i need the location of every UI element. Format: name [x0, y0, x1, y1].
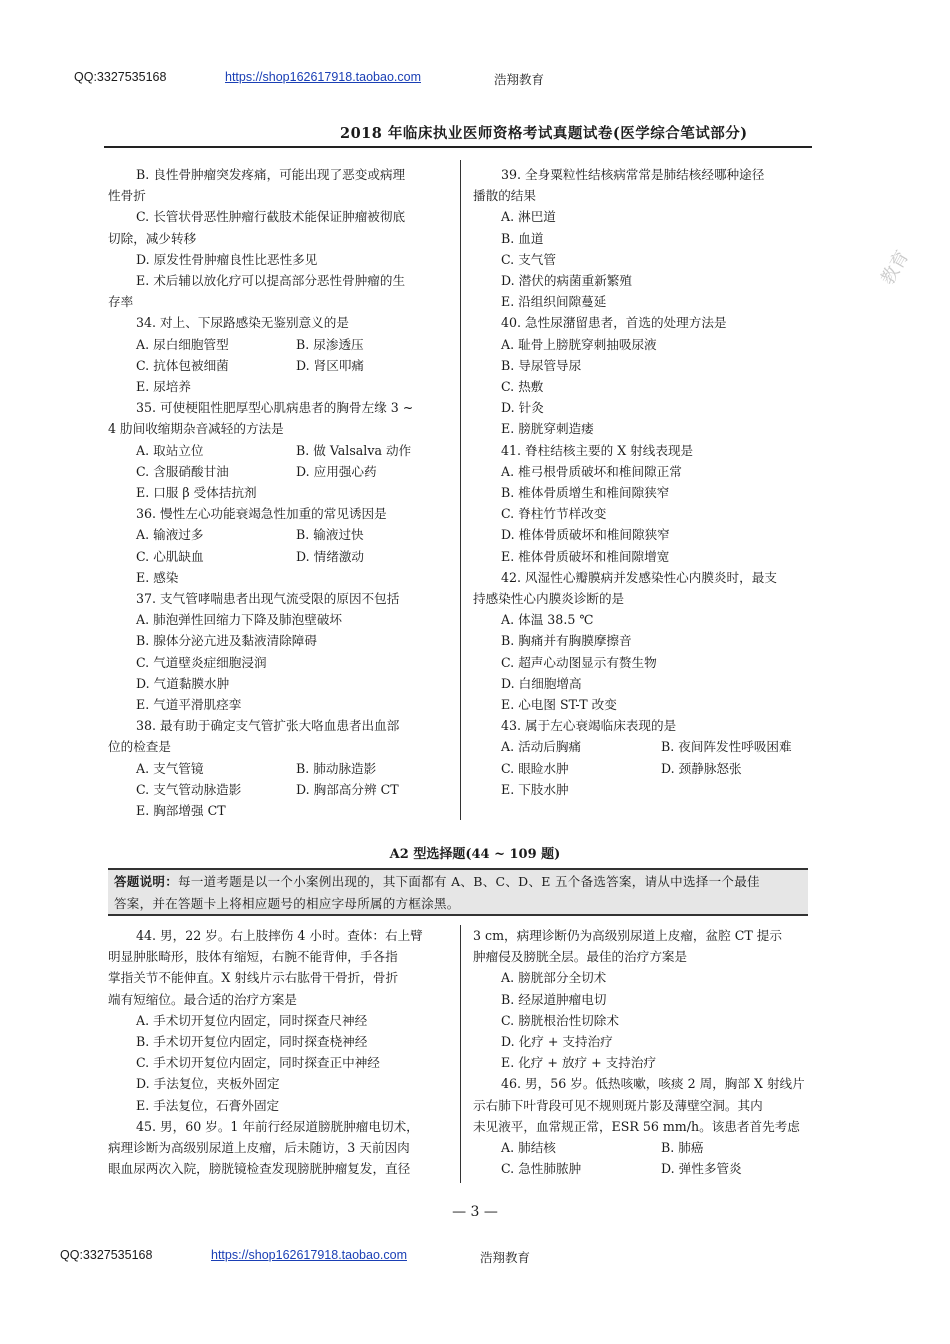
option: A. 体温 38.5 ℃: [501, 612, 594, 628]
text-line: C. 长管状骨恶性肿瘤行截肢术能保证肿瘤被彻底: [136, 209, 406, 225]
option: A. 取站立位: [136, 442, 204, 458]
option: E. 气道平滑肌痉挛: [136, 697, 242, 713]
option: B. 输液过快: [296, 527, 364, 543]
text-line: 3 cm，病理诊断仍为高级别尿道上皮瘤，盆腔 CT 提示: [473, 928, 782, 943]
option: C. 急性肺脓肿: [501, 1161, 582, 1177]
text-line: 肿瘤侵及膀胱全层。最佳的治疗方案是: [473, 949, 688, 965]
question-35: 35. 可使梗阻性肥厚型心肌病患者的胸骨左缘 3 ~: [136, 400, 414, 416]
option: A. 膀胱部分全切术: [501, 970, 607, 986]
option: E. 膀胱穿刺造瘘: [501, 421, 594, 437]
option: B. 肺动脉造影: [296, 760, 377, 776]
option: C. 抗体包被细菌: [136, 357, 229, 373]
header-qq: QQ:3327535168: [74, 70, 167, 84]
option-row: [108, 546, 413, 567]
option: D. 弹性多管炎: [661, 1161, 742, 1177]
option-row: [108, 334, 413, 355]
option: C. 支气管: [501, 251, 556, 267]
text-line: 切除，减少转移: [108, 230, 197, 246]
text-line: 性骨折: [108, 188, 146, 204]
option-row: [108, 440, 413, 461]
option: C. 膀胱根治性切除术: [501, 1012, 619, 1028]
instruction-box: [108, 868, 808, 916]
option: A. 肺结核: [501, 1140, 556, 1156]
option: D. 肾区叩痛: [296, 357, 365, 373]
question-44: 44. 男，22 岁。右上肢摔伤 4 小时。查体：右上臂: [136, 928, 423, 943]
question-37: 37. 支气管哮喘患者出现气流受限的原因不包括: [136, 591, 400, 607]
option: C. 眼睑水肿: [501, 760, 569, 776]
option: E. 尿培养: [136, 379, 191, 395]
option: B. 导尿管导尿: [501, 357, 582, 373]
instruction-label: 答题说明：: [114, 874, 179, 889]
option: B. 血道: [501, 230, 544, 246]
option-row: [108, 461, 413, 482]
header-shop-link[interactable]: https://shop162617918.taobao.com: [225, 70, 421, 84]
option: C. 支气管动脉造影: [136, 781, 242, 797]
option: E. 胸部增强 CT: [136, 803, 226, 819]
question-46: 46. 男，56 岁。低热咳嗽，咳痰 2 周，胸部 X 射线片: [501, 1076, 805, 1092]
text-line: B. 良性骨肿瘤突发疼痛，可能出现了恶变或病理: [136, 167, 406, 182]
option: E. 感染: [136, 569, 179, 585]
right-column: [473, 164, 792, 800]
page-number: — 3 —: [452, 1204, 498, 1220]
text-line: 明显肿胀畸形，肢体有缩短，右腕不能背伸，手各指: [108, 949, 398, 965]
option: B. 经尿道肿瘤电切: [501, 991, 607, 1007]
option: D. 气道黏膜水肿: [136, 675, 230, 691]
option: E. 心电图 ST-T 改变: [501, 697, 617, 713]
text-line: 示右肺下叶背段可见不规则斑片影及薄壁空洞。其内: [473, 1097, 763, 1113]
option: E. 沿组织间隙蔓延: [501, 294, 607, 310]
option: A. 椎弓根骨质破坏和椎间隙正常: [501, 463, 682, 479]
text-line: 掌指关节不能伸直。X 射线片示右肱骨干骨折，骨折: [108, 970, 399, 986]
option: C. 超声心动图显示有赘生物: [501, 654, 657, 670]
text-line: 病理诊断为高级别尿道上皮瘤，后未随访，3 天前因肉: [108, 1140, 410, 1156]
question-45: 45. 男，60 岁。1 年前行经尿道膀胱肿瘤电切术，: [136, 1118, 419, 1134]
question-38: 38. 最有助于确定支气管扩张大咯血患者出血部: [136, 718, 400, 734]
bottom-right-column: [473, 925, 805, 1179]
option: C. 脊柱竹节样改变: [501, 506, 607, 522]
title-rule: [104, 146, 812, 148]
text-line: 端有短缩位。最合适的治疗方案是: [108, 991, 297, 1007]
text-line: 未见液平，血常规正常，ESR 56 mm/h。该患者首先考虑: [473, 1118, 800, 1134]
option: A. 淋巴道: [501, 209, 556, 225]
footer-brand: 浩翔教育: [480, 1251, 531, 1265]
option: E. 椎体骨质破坏和椎间隙增宽: [501, 548, 670, 564]
option: D. 潜伏的病菌重新繁殖: [501, 273, 632, 289]
option: D. 情绪激动: [296, 548, 365, 564]
option-row: [473, 1158, 805, 1179]
option: A. 尿白细胞管型: [136, 336, 229, 352]
option: B. 肺癌: [661, 1140, 704, 1156]
text-line: E. 术后辅以放化疗可以提高部分恶性骨肿瘤的生: [136, 273, 406, 289]
page-header: [0, 70, 950, 90]
option: B. 做 Valsalva 动作: [296, 442, 412, 458]
option: D. 化疗 + 支持治疗: [501, 1034, 613, 1050]
option: D. 针灸: [501, 400, 544, 416]
left-column: [108, 164, 413, 821]
option: E. 口服 β 受体拮抗剂: [136, 485, 257, 501]
question-42: 42. 风湿性心瓣膜病并发感染性心内膜炎时，最支: [501, 569, 777, 585]
option: B. 尿渗透压: [296, 336, 364, 352]
option: C. 手术切开复位内固定，同时探查正中神经: [136, 1055, 380, 1071]
text-line: 播散的结果: [473, 188, 536, 204]
option-row: [108, 758, 413, 779]
question-34: 34. 对上、下尿路感染无鉴别意义的是: [136, 315, 349, 331]
option-row: [108, 524, 413, 545]
text-line: 眼血尿两次入院，膀胱镜检查发现膀胱肿瘤复发，直径: [108, 1161, 411, 1177]
instruction-text: 每一道考题是以一个小案例出现的，其下面都有 A、B、C、D、E 五个备选答案，请从中选择一个最佳: [178, 874, 760, 889]
text-line: 4 肋间收缩期杂音减轻的方法是: [108, 421, 284, 437]
option: A. 耻骨上膀胱穿刺抽吸尿液: [501, 336, 657, 352]
header-brand: 浩翔教育: [494, 73, 545, 87]
option: D. 胸部高分辨 CT: [296, 781, 399, 797]
page-footer: [0, 1248, 950, 1268]
option-row: [473, 758, 792, 779]
text-line: 位的检查是: [108, 739, 171, 755]
option-row: [108, 779, 413, 800]
option: C. 心肌缺血: [136, 548, 204, 564]
question-43: 43. 属于左心衰竭临床表现的是: [501, 718, 677, 734]
option: A. 活动后胸痛: [501, 739, 582, 755]
option: E. 下肢水肿: [501, 781, 569, 797]
option: E. 化疗 + 放疗 + 支持治疗: [501, 1055, 657, 1071]
option: B. 腺体分泌亢进及黏液清除障碍: [136, 633, 317, 649]
option-row: [473, 736, 792, 757]
option: D. 白细胞增高: [501, 675, 582, 691]
option-row: [473, 1137, 805, 1158]
option: C. 热敷: [501, 379, 544, 395]
column-divider: [460, 160, 461, 820]
option: A. 输液过多: [136, 527, 204, 543]
footer-qq: QQ:3327535168: [60, 1248, 153, 1262]
bottom-left-column: [108, 925, 423, 1179]
option: C. 含服硝酸甘油: [136, 463, 229, 479]
question-40: 40. 急性尿潴留患者，首选的处理方法是: [501, 315, 727, 331]
option: B. 手术切开复位内固定，同时探查桡神经: [136, 1034, 368, 1050]
instruction-text-2: 答案，并在答题卡上将相应题号的相应字母所属的方框涂黑。: [114, 896, 460, 911]
text-line: D. 原发性骨肿瘤良性比恶性多见: [136, 251, 318, 267]
question-41: 41. 脊柱结核主要的 X 射线表现是: [501, 442, 694, 458]
option: A. 支气管镜: [136, 760, 204, 776]
option: D. 手法复位，夹板外固定: [136, 1076, 280, 1092]
option: C. 气道壁炎症细胞浸润: [136, 654, 267, 670]
text-line: 持感染性心内膜炎诊断的是: [473, 591, 625, 607]
option: A. 肺泡弹性回缩力下降及肺泡壁破坏: [136, 612, 343, 628]
question-39: 39. 全身粟粒性结核病常常是肺结核经哪种途径: [501, 167, 765, 182]
text-line: 存率: [108, 294, 134, 310]
watermark: 教育: [877, 246, 914, 289]
question-36: 36. 慢性左心功能衰竭急性加重的常见诱因是: [136, 506, 387, 522]
option: B. 夜间阵发性呼吸困难: [661, 739, 792, 755]
column-divider-bottom: [460, 925, 461, 1183]
option: E. 手法复位，石膏外固定: [136, 1097, 280, 1113]
section-title: A2 型选择题(44 ~ 109 题): [389, 847, 561, 862]
option: D. 颈静脉怒张: [661, 760, 742, 776]
option: B. 胸痛并有胸膜摩擦音: [501, 633, 632, 649]
document-title: 2018 年临床执业医师资格考试真题试卷(医学综合笔试部分): [340, 125, 748, 142]
option-row: [108, 355, 413, 376]
option: B. 椎体骨质增生和椎间隙狭窄: [501, 485, 670, 501]
option: D. 椎体骨质破坏和椎间隙狭窄: [501, 527, 670, 543]
option: A. 手术切开复位内固定，同时探查尺神经: [136, 1012, 368, 1028]
footer-shop-link[interactable]: https://shop162617918.taobao.com: [211, 1248, 407, 1262]
option: D. 应用强心药: [296, 463, 377, 479]
